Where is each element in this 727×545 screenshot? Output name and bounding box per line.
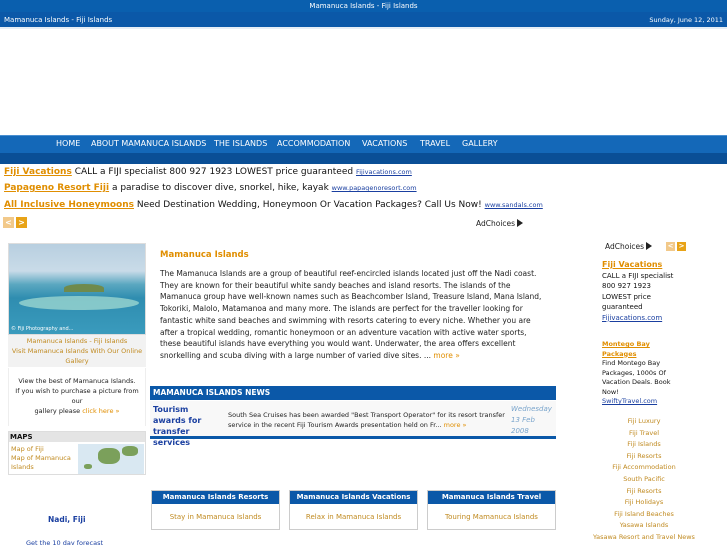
ad-fiji-vacations[interactable] (4, 167, 412, 177)
right-ad-line: guaranteed (602, 303, 643, 311)
right-ad-line: 800 927 1923 (602, 282, 651, 290)
ad-title[interactable]: All Inclusive Honeymoons (4, 200, 134, 210)
photo-caption[interactable] (8, 335, 146, 367)
news-date-year: 2008 (511, 427, 529, 435)
news-date-weekday: Wednesday (511, 405, 552, 413)
link-fiji-travel[interactable]: Fiji Travel (628, 428, 660, 437)
right-ad-prev-button[interactable]: < (667, 242, 674, 250)
intro-text (160, 268, 548, 362)
travel-box (427, 490, 556, 530)
photo-caption-line2[interactable]: Visit Mamanuca Islands With Our Online (11, 347, 143, 355)
ad-title[interactable]: Fiji Vacations (4, 167, 72, 177)
right-ad-line: CALL a FIJI specialist (602, 271, 674, 280)
right-ad-line: Packages, 1000s Of (602, 368, 666, 377)
adchoices-top[interactable]: AdChoices (476, 219, 523, 228)
nav-vacations[interactable]: VACATIONS (362, 139, 408, 148)
related-links (580, 416, 708, 544)
weather-location[interactable]: Nadi, Fiji (48, 515, 86, 524)
site-title[interactable]: Mamanuca Islands - Fiji Islands (4, 16, 113, 24)
right-ad-title[interactable]: Fiji Vacations (602, 260, 663, 269)
travel-heading[interactable]: Mamanuca Islands Travel (428, 491, 555, 504)
map-landmass (84, 464, 92, 469)
link-fiji-resorts-2[interactable]: Fiji Resorts (626, 486, 662, 495)
resorts-box (151, 490, 280, 530)
link-fiji-accommodation[interactable]: Fiji Accommodation (612, 463, 676, 472)
right-ad-fiji-vacations[interactable] (602, 260, 673, 323)
ad-next-button[interactable]: > (16, 217, 27, 228)
forecast-link[interactable]: Get the 10 day forecast (26, 539, 104, 545)
news-date-day: 13 Feb (511, 416, 535, 424)
nav-gallery[interactable]: GALLERY (462, 139, 498, 148)
news-text: South Sea Cruises has been awarded "Best Transport Operator" for its resort transfer service in the recent Fiji Tourism Awards presentation held on Fr... (228, 411, 505, 429)
right-ad-montego[interactable] (602, 340, 671, 407)
maps-box (8, 431, 146, 475)
photo-island (64, 284, 104, 292)
ad-url[interactable]: Fijivacations.com (355, 168, 412, 176)
ad-title[interactable]: Papageno Resort Fiji (4, 183, 110, 193)
adchoices-icon (646, 242, 652, 250)
resorts-link[interactable]: Stay in Mamanuca Islands (169, 513, 262, 521)
island-photo[interactable] (8, 243, 146, 335)
news-item (150, 401, 556, 447)
top-title-bar (0, 0, 727, 12)
ad-text: Need Destination Wedding, Honeymoon Or Vacation Packages? Call Us Now! (136, 200, 482, 210)
main-nav (0, 135, 727, 153)
link-fiji-beaches[interactable]: Fiji Island Beaches (614, 509, 674, 518)
right-ad-title[interactable]: Montego Bay (602, 340, 650, 348)
photo-caption-line1[interactable]: Mamanuca Islands - Fiji Islands (26, 337, 128, 345)
photo-reef (19, 296, 139, 310)
nav-underline-strip (0, 153, 727, 164)
ad-url[interactable]: www.papagenoresort.com (331, 184, 417, 192)
news-summary (228, 410, 508, 430)
page-title: Mamanuca Islands (160, 250, 249, 260)
link-yasawa-news[interactable]: Yasawa Resort and Travel News (593, 532, 695, 541)
ad-honeymoons[interactable] (4, 200, 543, 210)
nav-about[interactable]: ABOUT MAMANUCA ISLANDS (91, 139, 207, 148)
nav-home[interactable]: HOME (56, 139, 81, 148)
news-title[interactable]: Tourism awards for transfer services (153, 405, 202, 447)
vacations-box (289, 490, 418, 530)
ad-text: a paradise to discover dive, snorkel, hike, kayak (111, 183, 329, 193)
nav-islands[interactable]: THE ISLANDS (214, 139, 268, 148)
gallery-line3: gallery please (34, 407, 81, 415)
adchoices-right[interactable]: AdChoices (605, 242, 652, 251)
map-mamanuca-link-cont[interactable]: Islands (11, 463, 34, 471)
ad-url[interactable]: www.sandals.com (484, 201, 543, 209)
travel-link[interactable]: Touring Mamanuca Islands (445, 513, 538, 521)
map-fiji-link[interactable]: Map of Fiji (11, 445, 44, 453)
maps-heading: MAPS (9, 432, 145, 442)
right-ad-url[interactable]: Fijivacations.com (602, 313, 663, 322)
intro-body: The Mamanuca Islands are a group of beautiful reef-encircled islands located just off the Nadi coast. They are known for their beautiful white sandy beaches and island resorts. The islands of the Mamanuca group have well-known names such as Beachcomber Island, Treasure Island, Mana Island, Tokoriki, Malolo, Matamanoa and many more. The islands are perfect for the traveller looking for fantastic white sand beaches and swimming with resorts catering to every niche. Whether you are after a tropical wedding, romantic honeymoon or an adventure vacation with active water sports, these beautiful islands have everything you would want. Underwater, the area offers excellent snorkelling and scuba diving with a large number of varied dive sites. ... (160, 269, 542, 360)
news-more-link[interactable]: more » (443, 421, 467, 429)
nav-travel[interactable]: TRAVEL (420, 139, 451, 148)
ad-text: CALL a FIJI specialist 800 927 1923 LOWEST price guaranteed (74, 167, 354, 177)
intro-more-link[interactable]: more » (433, 350, 460, 360)
link-fiji-holidays[interactable]: Fiji Holidays (624, 498, 664, 507)
right-ad-next-button[interactable]: > (678, 242, 685, 250)
gallery-info (8, 368, 146, 426)
site-header-bar (0, 12, 727, 29)
resorts-heading[interactable]: Mamanuca Islands Resorts (152, 491, 279, 504)
vacations-link[interactable]: Relax in Mamanuca Islands (305, 513, 402, 521)
link-fiji-luxury[interactable]: Fiji Luxury (627, 417, 661, 425)
current-date: Sunday, June 12, 2011 (649, 16, 723, 24)
gallery-click-link[interactable]: click here » (82, 407, 120, 415)
news-heading: MAMANUCA ISLANDS NEWS (150, 386, 556, 400)
right-ad-title-cont[interactable]: Packages (602, 349, 637, 358)
map-landmass (122, 446, 138, 456)
link-yasawa-islands[interactable]: Yasawa Islands (619, 521, 669, 530)
right-ad-line: LOWEST price (602, 292, 651, 301)
adchoices-icon (517, 219, 523, 227)
map-mamanuca-link[interactable]: Map of Mamanuca (11, 454, 71, 462)
link-fiji-islands[interactable]: Fiji Islands (627, 440, 661, 449)
right-ad-line: Find Montego Bay (602, 359, 661, 367)
right-ad-line: Now! (602, 387, 619, 396)
right-ad-line: Vacation Deals. Book (602, 378, 671, 386)
ad-prev-button[interactable]: < (3, 217, 14, 228)
ad-papageno[interactable] (4, 183, 417, 193)
photo-credit: © Fiji Photography and... (11, 326, 74, 332)
right-ad-url[interactable]: SwiftyTravel.com (602, 397, 658, 405)
news-date (511, 404, 555, 437)
top-title: Mamanuca Islands - Fiji Islands (309, 2, 418, 10)
photo-caption-line3[interactable]: Gallery (65, 357, 89, 365)
gallery-line1: View the best of Mamanuca Islands. (18, 377, 136, 385)
nav-accommodation[interactable]: ACCOMMODATION (277, 139, 351, 148)
fiji-map-thumbnail[interactable] (78, 444, 144, 474)
link-fiji-resorts[interactable]: Fiji Resorts (626, 451, 662, 460)
vacations-heading[interactable]: Mamanuca Islands Vacations (290, 491, 417, 504)
gallery-line2: If you wish to purchase a picture from our (15, 387, 139, 405)
map-landmass (98, 448, 120, 464)
link-south-pacific[interactable]: South Pacific (623, 474, 665, 483)
